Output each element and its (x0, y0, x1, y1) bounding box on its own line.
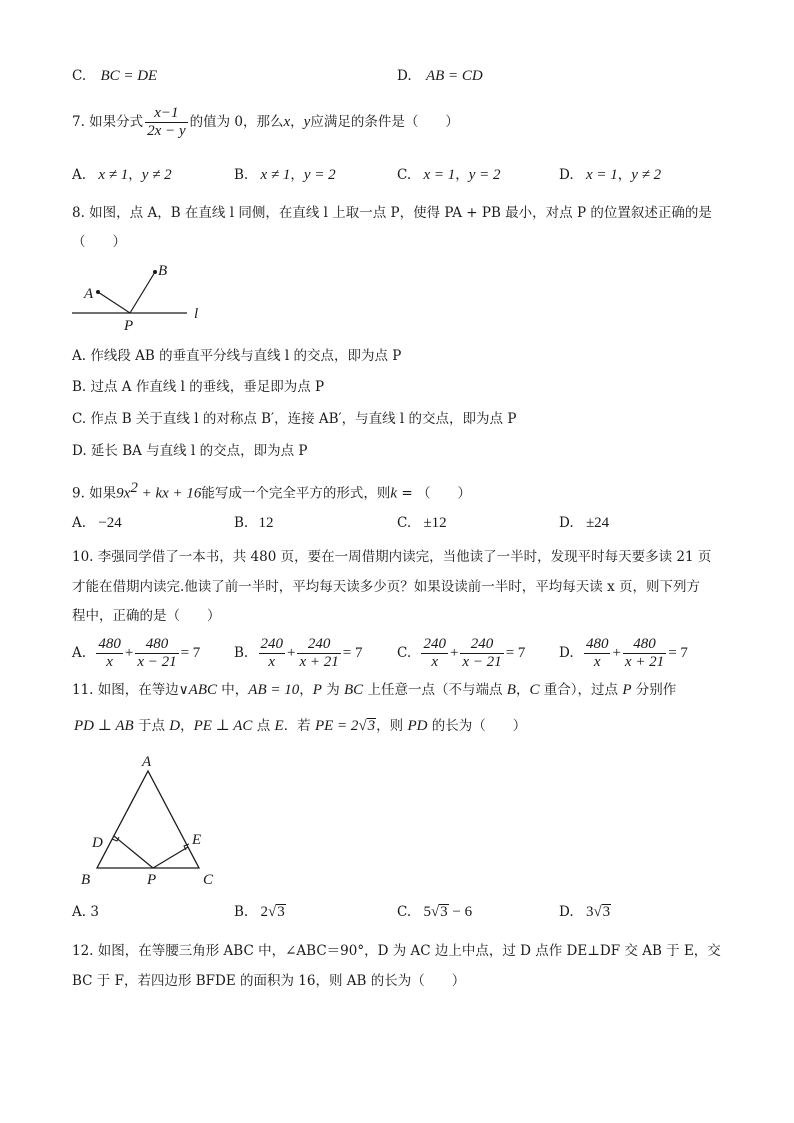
fraction-denominator: x (96, 653, 123, 671)
q9-end: = （ ） (397, 485, 471, 502)
option-part: y ≠ 2 (141, 167, 172, 183)
math: PD (407, 718, 428, 734)
q9-option-c (397, 513, 447, 533)
q10-stem-line1: 10. 李强同学借了一本书，共 480 页，要在一周借期内读完，当他读了一半时，发现平时每天要多读 21 页 (72, 549, 712, 565)
fraction (460, 636, 503, 671)
fraction (421, 636, 448, 671)
q9-mid: 能写成一个完全平方的形式，则 (201, 485, 391, 502)
q10-option-b (234, 634, 362, 672)
segment-pe (153, 847, 188, 868)
option-part: x ≠ 1 (260, 167, 291, 183)
option-label: B. (234, 904, 249, 920)
fraction-numerator: 240 (260, 636, 284, 652)
operator: + (124, 645, 134, 661)
option-label: D. (559, 645, 574, 661)
text: ， (299, 682, 313, 698)
q10-option-d (559, 634, 688, 672)
q11-stem-line2 (74, 716, 526, 736)
option-label: D. (397, 68, 412, 84)
segment-pd (114, 836, 153, 868)
math: BC (344, 682, 364, 698)
q7-stem (72, 104, 459, 140)
math: PE = 2 (314, 718, 359, 734)
fraction-numerator: 240 (307, 636, 331, 652)
q8-option-c: C. 作点 B 关于直线 l 的对称点 B′，连接 AB′，与直线 l 的交点，即为点 P (72, 411, 517, 427)
q9-expr-a: 9x (116, 485, 131, 502)
fraction-numerator: 480 (145, 636, 169, 652)
q11-option-b (234, 902, 286, 922)
separator: ， (128, 167, 142, 183)
fraction-denominator: x + 21 (624, 654, 665, 670)
option-label: C. (72, 68, 87, 84)
text: 的长为（ ） (427, 718, 527, 734)
label-l: l (194, 306, 199, 322)
q8-figure (60, 258, 220, 338)
fraction-denominator: x (259, 653, 286, 671)
triangle-abc (97, 771, 202, 868)
option-value: ±24 (585, 515, 610, 531)
option-part: x ≠ 1 (98, 167, 129, 183)
math: ABC (188, 682, 217, 698)
q6-option-d (397, 66, 483, 86)
text: ，则 (376, 718, 408, 734)
option-label: A. (72, 515, 87, 531)
separator: ， (455, 167, 469, 183)
radicand: 3 (602, 904, 611, 920)
q10-option-a (72, 634, 200, 672)
q11-option-a: A. 3 (72, 904, 99, 920)
math: P (312, 682, 322, 698)
sqrt: √3 (593, 904, 611, 920)
option-expression: AB = CD (425, 68, 483, 84)
q11-figure (75, 748, 235, 890)
text: 中， (217, 682, 249, 698)
option-part: x = 1 (585, 167, 618, 183)
q9-option-b (234, 513, 274, 533)
fraction (135, 636, 178, 671)
q9-stem (72, 478, 471, 504)
q10-option-c (397, 634, 525, 672)
option-label: B. (234, 515, 249, 531)
text: 11. 如图，在等边∨ (72, 682, 189, 698)
option-label: A. (72, 167, 87, 183)
q9-prefix: 9. 如果 (72, 485, 117, 502)
equals: = 7 (668, 645, 688, 661)
label-d: D (92, 835, 103, 851)
coefficient: 3 (585, 904, 594, 920)
fraction-denominator: x (584, 653, 611, 671)
text: 于点 (133, 718, 170, 734)
q7-stem-end: 应满足的条件是（ ） (310, 114, 459, 130)
radicand: 3 (367, 718, 376, 734)
math: E (274, 718, 284, 734)
fraction (259, 636, 286, 671)
option-label: C. (397, 515, 412, 531)
q7-option-a (72, 165, 172, 185)
math: AB = 10 (248, 682, 300, 698)
q11-option-c (397, 902, 472, 922)
q7-option-b (234, 165, 336, 185)
point-a (96, 290, 100, 294)
label-b: B (158, 263, 168, 279)
option-value: −24 (98, 515, 122, 531)
text: ， (180, 718, 194, 734)
math: P (622, 682, 632, 698)
option-label: B. (234, 167, 249, 183)
fraction (96, 636, 123, 671)
fraction-denominator: x − 21 (137, 654, 177, 670)
label-a: A (142, 754, 152, 770)
fraction-numerator: 480 (585, 636, 609, 652)
equals: = 7 (180, 645, 201, 661)
fraction (584, 636, 611, 671)
q9-expr-b: + kx + 16 (137, 485, 202, 502)
fraction-denominator: 2x − y (147, 123, 186, 139)
segment-pb (130, 272, 155, 313)
fraction-numerator: 240 (470, 636, 494, 652)
option-label: C. (397, 167, 412, 183)
var-k: k (390, 485, 398, 502)
operator: + (449, 645, 459, 661)
q7-stem-mid: 的值为 0，那么 (189, 114, 284, 130)
fraction-denominator: x + 21 (299, 654, 339, 670)
q8-stem-line1: 8. 如图，点 A，B 在直线 l 同侧，在直线 l 上取一点 P，使得 PA + PB 最小，对点 P 的位置叙述正确的是 (72, 205, 712, 221)
radicand: 3 (440, 904, 448, 920)
q7-prefix: 7. 如果分式 (72, 114, 144, 130)
text: ．若 (283, 718, 315, 734)
q9-exponent: 2 (130, 480, 138, 496)
q12-stem-line1: 12. 如图，在等腰三角形 ABC 中，∠ABC＝90°，D 为 AC 边上中点，过 D 点作 DE⊥DF 交 AB 于 E，交 (72, 943, 721, 959)
q10-stem-line2: 才能在借期内读完.他读了前一半时，平均每天读多少页？如果设读前一半时，平均每天读 x 页，则下列方 (72, 579, 700, 595)
var-y: y (303, 114, 311, 130)
option-expression: BC = DE (100, 68, 158, 84)
text: 上任意一点（不与端点 (363, 682, 507, 698)
fraction-numerator: 480 (633, 636, 656, 652)
math: D (169, 718, 181, 734)
option-label: C. (397, 645, 412, 661)
fraction-numerator: x−1 (154, 105, 179, 121)
separator: ， (617, 167, 632, 183)
math: B (506, 682, 516, 698)
operator: + (287, 645, 296, 661)
point-b (153, 270, 157, 274)
text: 重合），过点 (539, 682, 623, 698)
sqrt: √3 (268, 904, 285, 920)
sqrt: √3 (358, 718, 376, 734)
q11-option-d (559, 902, 611, 922)
label-e: E (192, 832, 202, 848)
math: C (529, 682, 540, 698)
q8-option-a: A. 作线段 AB 的垂直平分线与直线 l 的交点，即为点 P (72, 348, 402, 364)
radicand: 3 (277, 904, 285, 920)
q8-stem-line2: （ ） (72, 234, 126, 250)
option-label: A. (72, 645, 87, 661)
q6-option-c (72, 66, 157, 86)
option-part: y ≠ 2 (631, 167, 662, 183)
fraction-numerator: 480 (98, 636, 121, 652)
option-label: C. (397, 904, 412, 920)
separator: ， (290, 114, 304, 130)
math: PE ⊥ AC (193, 718, 253, 734)
option-label: D. (559, 167, 574, 183)
q7-option-d (559, 165, 661, 185)
label-a: A (84, 286, 94, 302)
text: ， (515, 682, 530, 698)
q11-stem-line1 (72, 680, 676, 700)
q7-option-c (397, 165, 501, 185)
q8-option-b: B. 过点 A 作直线 l 的垂线，垂足即为点 P (72, 379, 325, 395)
fraction-denominator: x (421, 653, 448, 671)
text: 分别作 (631, 682, 677, 698)
sqrt: √3 (430, 904, 448, 920)
label-p: P (124, 318, 134, 334)
q9-option-a (72, 513, 122, 533)
fraction-denominator: x − 21 (462, 654, 502, 670)
q10-stem-line3: 程中，正确的是（ ） (72, 608, 221, 624)
option-value: 12 (258, 515, 274, 531)
fraction-numerator: 240 (423, 636, 446, 652)
equals: = 7 (505, 645, 526, 661)
option-part: y = 2 (303, 167, 336, 183)
segment-pa (98, 292, 130, 313)
text: 点 (252, 718, 275, 734)
label-p: P (147, 872, 157, 888)
q8-option-d: D. 延长 BA 与直线 l 的交点，即为点 P (72, 443, 308, 459)
option-tail: − 6 (448, 904, 473, 920)
option-part: y = 2 (468, 167, 501, 183)
math: PD ⊥ AB (74, 718, 134, 734)
label-b: B (81, 872, 91, 888)
option-value: ±12 (423, 515, 447, 531)
coefficient: 2 (260, 904, 269, 920)
var-x: x (283, 114, 291, 130)
coefficient: 5 (423, 904, 431, 920)
option-label: B. (234, 645, 249, 661)
q7-fraction (145, 105, 187, 140)
option-label: D. (559, 904, 574, 920)
operator: + (612, 645, 621, 661)
text: 为 (321, 682, 345, 698)
fraction (623, 636, 666, 671)
equals: = 7 (342, 645, 363, 661)
option-label: D. (559, 515, 574, 531)
fraction (297, 636, 340, 671)
q9-option-d (559, 513, 609, 533)
option-part: x = 1 (423, 167, 456, 183)
label-c: C (203, 872, 214, 888)
separator: ， (290, 167, 304, 183)
q12-stem-line2: BC 于 F，若四边形 BFDE 的面积为 16，则 AB 的长为（ ） (72, 973, 466, 989)
